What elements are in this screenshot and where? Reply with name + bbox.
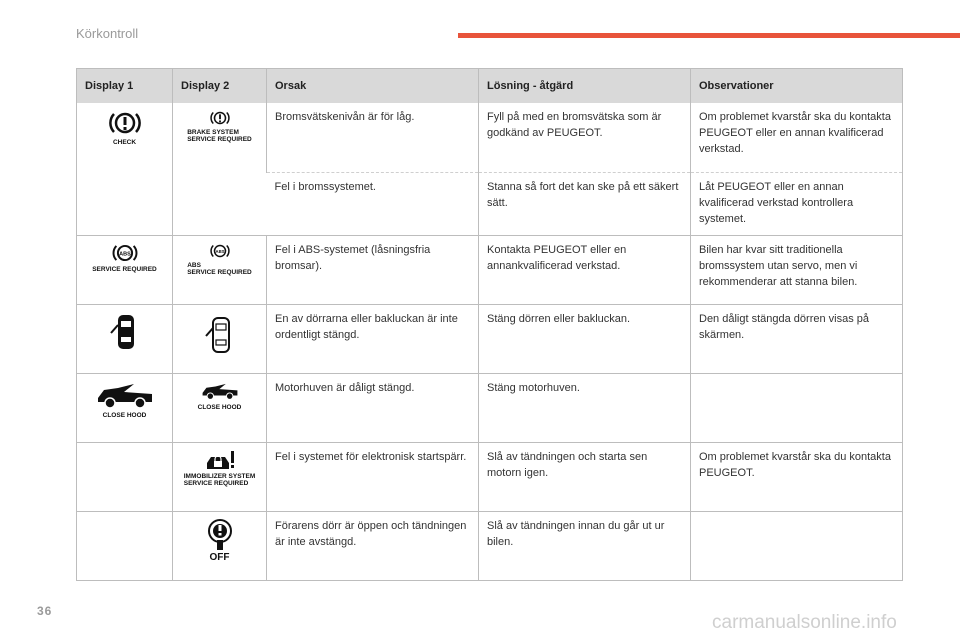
brake-system-label: BRAKE SYSTEM SERVICE REQUIRED (187, 129, 252, 143)
off-label: OFF (209, 552, 230, 563)
display2-cell (173, 103, 267, 236)
warning-table (76, 68, 903, 581)
svg-text:ABS: ABS (118, 251, 131, 258)
display2-cell (173, 374, 267, 443)
hood-open-icon (200, 380, 240, 402)
solution-cell: Stäng dörren eller bakluckan. (479, 305, 691, 374)
check-label: CHECK (112, 139, 137, 146)
solution-cell: Slå av tändningen och starta sen motorn igen. (479, 443, 691, 512)
column-header-cause: Orsak (267, 69, 479, 104)
cause-cell: Bromsvätskenivån är för låg. (267, 103, 479, 172)
cause-cell: Fel i bromssystemet. (267, 172, 479, 235)
svg-text:ABS: ABS (214, 248, 225, 254)
display2-cell (173, 443, 267, 512)
notes-cell: Om problemet kvarstår ska du kontakta PEUGEOT. (691, 443, 903, 512)
display1-cell (77, 443, 173, 512)
table-header-row (77, 69, 903, 104)
cause-cell: Motorhuven är dåligt stängd. (267, 374, 479, 443)
display1-cell (77, 236, 173, 305)
display2-cell (173, 305, 267, 374)
watermark: carmanualsonline.info (712, 612, 897, 633)
abs-service-label: ABS SERVICE REQUIRED (187, 262, 252, 276)
display1-cell (77, 512, 173, 581)
table-row (77, 443, 903, 512)
service-required-label: SERVICE REQUIRED (92, 266, 157, 273)
cause-cell: Fel i ABS-systemet (låsningsfria bromsar). (267, 236, 479, 305)
column-header-solution: Lösning - åtgärd (479, 69, 691, 104)
table-row (77, 103, 903, 172)
hood-open-icon (94, 380, 156, 410)
table-row (77, 374, 903, 443)
column-header-display2: Display 2 (173, 69, 267, 104)
solution-cell: Stäng motorhuven. (479, 374, 691, 443)
display1-cell (77, 103, 173, 236)
solution-cell: Fyll på med en bromsvätska som är godkänd av PEUGEOT. (479, 103, 691, 172)
display2-cell (173, 512, 267, 581)
door-open-icon (203, 311, 237, 359)
table-row (77, 305, 903, 374)
abs-warning-icon (209, 242, 231, 260)
page-header-title: Körkontroll (76, 26, 139, 41)
page-number: 36 (37, 604, 53, 618)
cause-cell: Förarens dörr är öppen och tändningen är inte avstängd. (267, 512, 479, 581)
solution-cell: Slå av tändningen innan du går ut ur bilen. (479, 512, 691, 581)
ignition-key-icon (206, 518, 234, 552)
door-open-icon (108, 311, 142, 353)
close-hood-label: CLOSE HOOD (197, 404, 242, 411)
notes-cell (691, 512, 903, 581)
immobilizer-icon (205, 449, 235, 471)
brake-warning-icon (107, 109, 143, 137)
brake-warning-icon (209, 109, 231, 127)
table-row (77, 512, 903, 581)
cause-cell: Fel i systemet för elektronisk startspärr. (267, 443, 479, 512)
immobilizer-label: IMMOBILIZER SYSTEM SERVICE REQUIRED (183, 473, 256, 487)
notes-cell: Den dåligt stängda dörren visas på skärmen. (691, 305, 903, 374)
column-header-notes: Observationer (691, 69, 903, 104)
notes-cell: Bilen har kvar sitt traditionella bromssystem utan servo, men vi rekommenderar att stanna bilen. (691, 236, 903, 305)
notes-cell (691, 374, 903, 443)
solution-cell: Kontakta PEUGEOT eller en annankvalificerad verkstad. (479, 236, 691, 305)
column-header-display1: Display 1 (77, 69, 173, 104)
solution-cell: Stanna så fort det kan ske på ett säkert sätt. (479, 172, 691, 235)
abs-warning-icon (110, 242, 140, 264)
display1-cell (77, 374, 173, 443)
close-hood-label: CLOSE HOOD (102, 412, 147, 419)
display1-cell (77, 305, 173, 374)
header-accent-bar (458, 33, 960, 38)
cause-cell: En av dörrarna eller bakluckan är inte ordentligt stängd. (267, 305, 479, 374)
notes-cell: Om problemet kvarstår ska du kontakta PEUGEOT eller en annan kvalificerad verkstad. (691, 103, 903, 172)
notes-cell: Låt PEUGEOT eller en annan kvalificerad verkstad kontrollera systemet. (691, 172, 903, 235)
table-row (77, 236, 903, 305)
display2-cell (173, 236, 267, 305)
